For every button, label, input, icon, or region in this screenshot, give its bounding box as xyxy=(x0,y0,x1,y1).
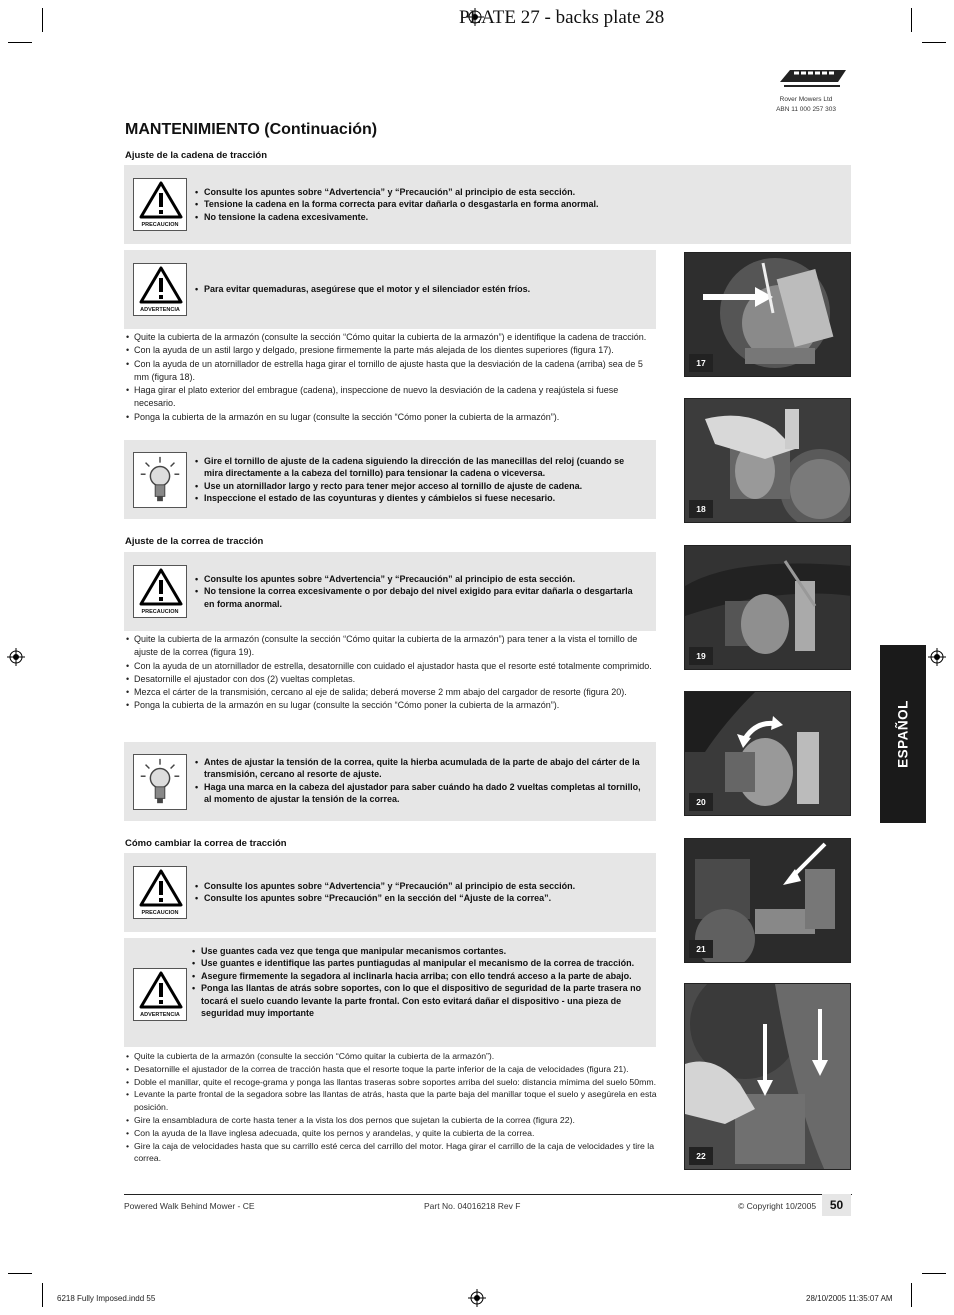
crop-mark xyxy=(922,1273,946,1274)
list-item: • Use un atornillador largo y recto para tener mejor acceso al tornillo de ajuste de cadena. xyxy=(195,480,645,492)
list-item: • Levante la parte frontal de la segadora sobre las llantas de atrás, hasta que la parte baja del manillar toque el suelo y asegúrela en esta posición. xyxy=(126,1088,658,1114)
caution-symbol xyxy=(133,866,187,919)
figure-17 xyxy=(684,252,851,377)
crop-mark xyxy=(911,8,912,32)
tip-box xyxy=(124,440,656,519)
list-item: • Consulte los apuntes sobre “Advertencia” y “Precaución” al principio de esta sección. xyxy=(195,573,645,585)
list-item: • Con la ayuda de un atornillador de estrella haga girar el tornillo de ajuste hasta que la desviación de la cadena (arriba) sea de 5 mm (figura 18). xyxy=(126,358,658,385)
warning-label: ADVERTENCIA xyxy=(140,307,180,313)
section-heading: Cómo cambiar la correa de tracción xyxy=(125,838,287,849)
warning-symbol xyxy=(133,968,187,1021)
language-tab-label: ESPAÑOL xyxy=(895,700,911,768)
list-item: • Doble el manillar, quite el recoge-grama y ponga las llantas traseras sobre soportes arriba del suelo: distancia mímima del suelo 50mm. xyxy=(126,1076,658,1089)
figure-21 xyxy=(684,838,851,963)
crop-mark xyxy=(42,1283,43,1307)
footer-product: Powered Walk Behind Mower - CE xyxy=(124,1201,255,1211)
crop-mark xyxy=(8,42,32,43)
list-item: • Use guantes e identifique las partes puntiagudas al manipular el mecanismo de la correa de tracción. xyxy=(192,957,642,969)
lightbulb-icon xyxy=(134,453,186,507)
registration-mark-icon xyxy=(928,648,946,666)
list-item: • Haga una marca en la cabeza del ajustador para saber cuándo ha dado 2 vueltas completas al tornillo, al momento de ajustar la tensión de la correa. xyxy=(195,781,645,806)
caution-label: PRECAUCION xyxy=(141,222,179,228)
list-item: • Asegure firmemente la segadora al inclinarla hacia arriba; con ello tendrá acceso a la parte de abajo. xyxy=(192,970,642,982)
registration-mark-icon xyxy=(468,1289,486,1307)
caution-box xyxy=(124,165,851,244)
list-item: • Consulte los apuntes sobre “Precaución” en la sección del “Ajuste de la correa”. xyxy=(195,892,645,904)
crop-mark xyxy=(8,1273,32,1274)
lightbulb-icon xyxy=(134,755,186,809)
list-item: • Con la ayuda de un astil largo y delgado, presione firmemente la parte más alejada de los dientes superiores (figura 17). xyxy=(126,344,658,357)
tip-symbol xyxy=(133,754,187,810)
list-item: • Mezca el cárter de la transmisión, cercano al eje de salida; deberá moverse 2 mm abajo del cargador de resorte (figura 20). xyxy=(126,686,658,699)
list-item: • Ponga la cubierta de la armazón en su lugar (consulte la sección “Cómo poner la cubierta de la armazón”). xyxy=(126,699,658,712)
list-item: • Para evitar quemaduras, asegúrese que el motor y el silenciador estén fríos. xyxy=(195,283,645,295)
list-item: • No tensione la cadena excesivamente. xyxy=(195,211,835,223)
company-abn: ABN 11 000 257 303 xyxy=(776,106,836,113)
list-item: • Quite la cubierta de la armazón (consulte la sección “Cómo quitar la cubierta de la armazón”) e identifique la cadena de tracción. xyxy=(126,331,658,344)
warning-triangle-icon xyxy=(134,179,188,219)
slug-date: 28/10/2005 11:35:07 AM xyxy=(806,1294,893,1303)
list-item: • Quite la cubierta de la armazón (consulte la sección “Cómo quitar la cubierta de la armazón”). xyxy=(126,1050,658,1063)
warning-triangle-icon xyxy=(134,264,188,304)
figure-number: 20 xyxy=(689,793,713,811)
page-title-suffix: (Continuación) xyxy=(264,121,378,138)
figure-number: 22 xyxy=(689,1147,713,1165)
list-item: • Gire la caja de velocidades hasta que su carrillo esté cerca del carrillo del motor. Haga girar el carrillo de la caja de velocidades y tire la correa. xyxy=(126,1140,658,1166)
warning-box xyxy=(124,938,656,1047)
plate-label: PLATE 27 - backs plate 28 xyxy=(459,7,665,28)
crop-mark xyxy=(42,8,43,32)
section-heading: Ajuste de la cadena de tracción xyxy=(125,150,268,161)
list-item: • Haga girar el plato exterior del embrague (cadena), inspeccione de nuevo la desviación de la cadena y reajústela si fuese necesario. xyxy=(126,384,658,411)
figure-number: 17 xyxy=(689,354,713,372)
language-tab xyxy=(880,645,926,823)
footer-copyright: © Copyright 10/2005 xyxy=(738,1201,817,1211)
caution-symbol xyxy=(133,178,187,231)
caution-label: PRECAUCION xyxy=(141,609,179,615)
list-item: • Ponga la cubierta de la armazón en su lugar (consulte la sección “Cómo poner la cubierta de la armazón”). xyxy=(126,411,658,424)
mower-mechanism-photo xyxy=(685,984,851,1170)
warning-triangle-icon xyxy=(134,566,188,606)
list-item: • No tensione la correa excesivamente o por debajo del nivel exigido para evitar dañarla o desgartarla en forma anormal. xyxy=(195,585,645,610)
list-item: • Tensione la cadena en la forma correcta para evitar dañarla o desgastarla en forma anormal. xyxy=(195,198,835,210)
registration-mark-icon xyxy=(7,648,25,666)
figure-20 xyxy=(684,691,851,816)
figure-number: 19 xyxy=(689,647,713,665)
caution-symbol xyxy=(133,565,187,618)
company-name: Rover Mowers Ltd xyxy=(779,96,833,103)
slug-file: 6218 Fully Imposed.indd 55 xyxy=(57,1294,156,1303)
warning-triangle-icon xyxy=(134,867,188,907)
warning-label: ADVERTENCIA xyxy=(140,1012,180,1018)
warning-symbol xyxy=(133,263,187,316)
page-number: 50 xyxy=(822,1194,851,1216)
page-title xyxy=(125,121,377,139)
figure-number: 21 xyxy=(689,940,713,958)
list-item: • Use guantes cada vez que tenga que manipular mecanismos cortantes. xyxy=(192,945,642,957)
crop-mark xyxy=(911,1283,912,1307)
company-info xyxy=(760,95,852,115)
list-item: • Con la ayuda de un atornillador de estrella, desatornille con cuidado el ajustador hasta que el resorte esté totalmente comprimido. xyxy=(126,660,658,673)
list-item: • Consulte los apuntes sobre “Advertencia” y “Precaución” al principio de esta sección. xyxy=(195,186,835,198)
caution-label: PRECAUCION xyxy=(141,910,179,916)
tip-symbol xyxy=(133,452,187,508)
tip-box xyxy=(124,742,656,821)
crop-mark xyxy=(922,42,946,43)
page-title-main: MANTENIMIENTO xyxy=(125,121,260,138)
footer-divider xyxy=(124,1194,852,1195)
list-item: • Ponga las llantas de atrás sobre soportes, con lo que el dispositivo de seguridad de la parte trasera no tocará el suelo cuando levante la parte frontal. Con esto evitará dañar el dispositivo - una pieza de seguridad muy importante xyxy=(192,982,642,1019)
figure-number: 18 xyxy=(689,500,713,518)
footer-part-number: Part No. 04016218 Rev F xyxy=(424,1201,521,1211)
list-item: • Desatornille el ajustador de la correa de tracción hasta que el resorte toque la parte inferior de la caja de velocidades (figura 21). xyxy=(126,1063,658,1076)
caution-box xyxy=(124,552,656,631)
list-item: • Con la ayuda de la llave inglesa adecuada, quite los pernos y arandelas, y quite la cubierta de la correa. xyxy=(126,1127,658,1140)
list-item: • Inspeccione el estado de las coyunturas y dientes y cámbielos si fuese necesario. xyxy=(195,492,645,504)
list-item: • Antes de ajustar la tensión de la correa, quite la hierba acumulada de la parte de abajo del cárter de la transmisión, cercano al resorte de ajuste. xyxy=(195,756,645,781)
caution-box xyxy=(124,853,656,932)
figure-19 xyxy=(684,545,851,670)
section-heading: Ajuste de la correa de tracción xyxy=(125,536,264,547)
warning-triangle-icon xyxy=(134,969,188,1009)
figure-22 xyxy=(684,983,851,1170)
list-item: • Gire el tornillo de ajuste de la cadena siguiendo la dirección de las manecillas del reloj (cuando se mira directamente a la cabeza del tornillo) para tensionar la cadena o viceversa. xyxy=(195,455,645,480)
list-item: • Gire la ensambladura de corte hasta tener a la vista los dos pernos que sujetan la cubierta de la correa (figura 22). xyxy=(126,1114,658,1127)
figure-18 xyxy=(684,398,851,523)
list-item: • Quite la cubierta de la armazón (consulte la sección “Cómo quitar la cubierta de la armazón”) para tener a la vista el tornillo de ajuste de la correa (figura 19). xyxy=(126,633,658,660)
warning-box xyxy=(124,250,656,329)
rover-logo xyxy=(776,64,852,92)
list-item: • Desatornille el ajustador con dos (2) vueltas completas. xyxy=(126,673,658,686)
list-item: • Consulte los apuntes sobre “Advertencia” y “Precaución” al principio de esta sección. xyxy=(195,880,645,892)
